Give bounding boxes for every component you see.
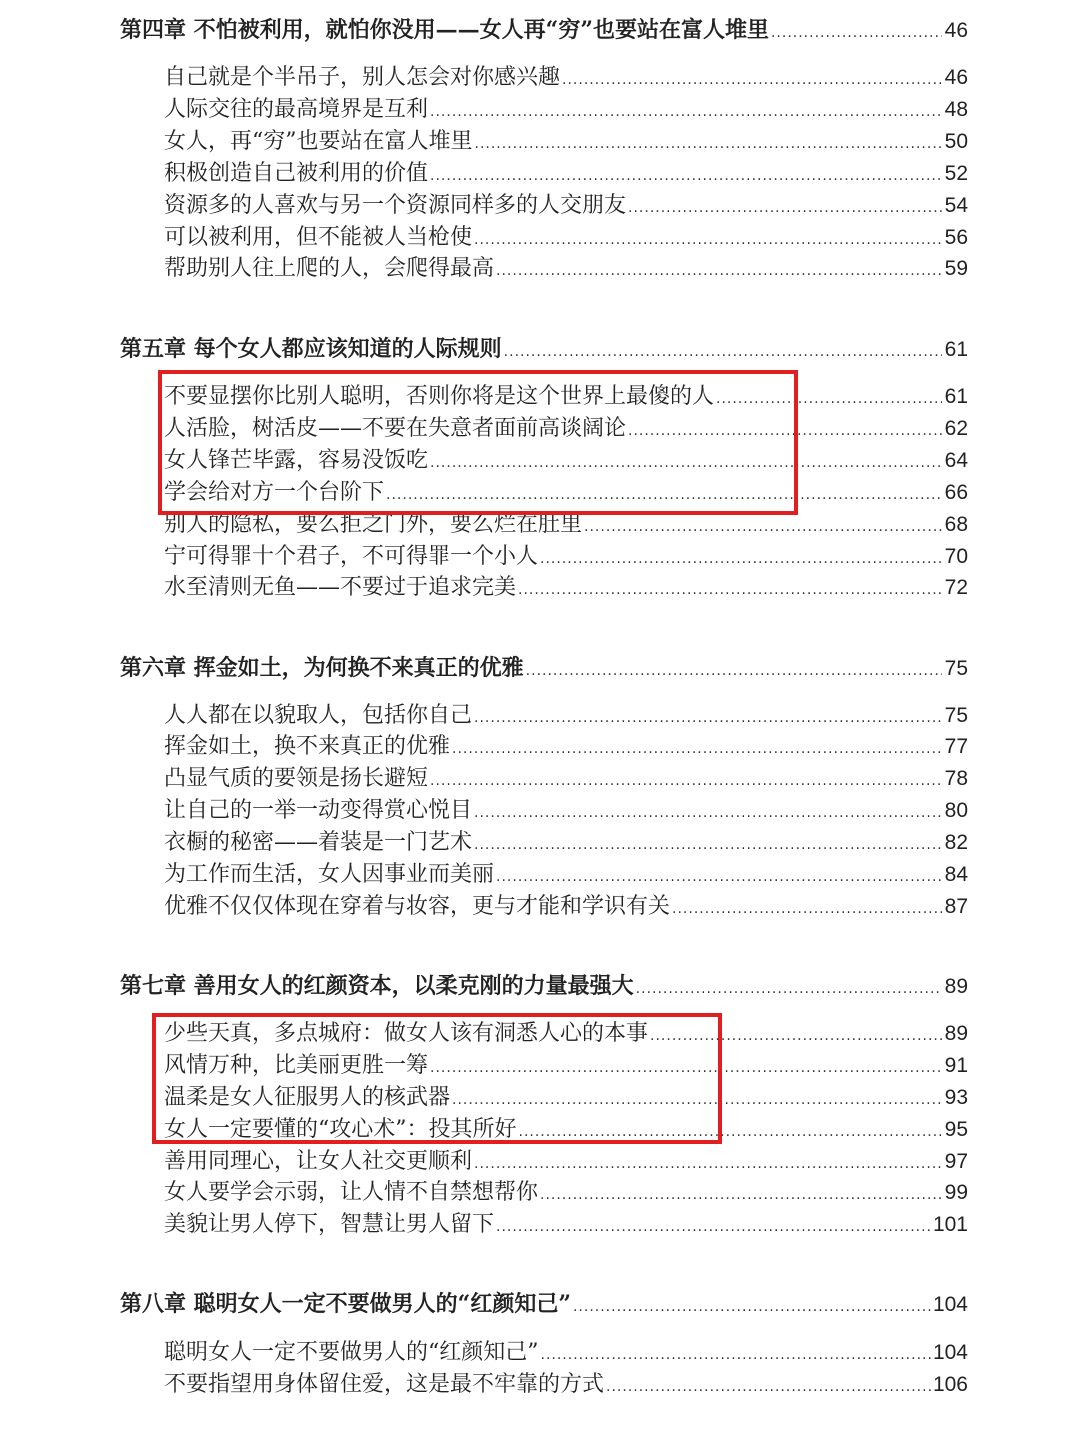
- chapter-heading-8: [120, 1288, 968, 1320]
- entry-title: 女人锋芒毕露，容易没饭吃: [164, 448, 429, 473]
- page-number: 95: [944, 1118, 968, 1141]
- page-number: 93: [944, 1086, 968, 1109]
- entry-title: 温柔是女人征服男人的核武器: [164, 1085, 451, 1110]
- entry-title: 少些天真，多点城府：做女人该有洞悉人心的本事: [164, 1021, 649, 1046]
- page-number: 61: [944, 385, 968, 408]
- toc-entry: [164, 126, 968, 158]
- entry-title: 帮助别人往上爬的人，会爬得最高: [164, 256, 495, 281]
- dot-leader: [474, 1148, 942, 1180]
- dot-leader: [430, 96, 942, 128]
- chapter-title: 第五章 每个女人都应该知道的人际规则: [120, 336, 502, 362]
- dot-leader: [475, 128, 943, 160]
- entry-title: 女人要学会示弱，让人情不自禁想帮你: [164, 1180, 539, 1205]
- entry-title: 挥金如土，换不来真正的优雅: [164, 734, 451, 759]
- toc-entry: [164, 253, 968, 285]
- chapter-title: 第八章 聪明女人一定不要做男人的“红颜知己”: [120, 1291, 571, 1317]
- toc-entry: [164, 222, 968, 254]
- page-number: 104: [932, 1341, 968, 1364]
- entry-title: 优雅不仅仅体现在穿着与妆容，更与才能和学识有关: [164, 894, 671, 919]
- toc-entry: [164, 700, 968, 732]
- entry-title: 自己就是个半吊子，别人怎会对你感兴趣: [164, 65, 561, 90]
- toc-entry: [164, 827, 968, 859]
- toc-entry: [164, 731, 968, 763]
- dot-leader: [573, 1291, 931, 1323]
- page-number: 52: [944, 162, 968, 185]
- page-number: 72: [944, 576, 968, 599]
- page-number: 84: [944, 863, 968, 886]
- entry-title: 衣橱的秘密——着装是一门艺术: [164, 830, 473, 855]
- chapter-title: 第四章 不怕被利用，就怕你没用——女人再“穷”也要站在富人堆里: [120, 17, 769, 43]
- toc-entry: [164, 572, 968, 604]
- page-number: 104: [932, 1293, 968, 1316]
- dot-leader: [474, 702, 942, 734]
- chapter-heading-7: [120, 970, 968, 1002]
- dot-leader: [541, 1339, 931, 1371]
- entry-title: 积极创造自己被利用的价值: [164, 161, 429, 186]
- toc-entry: [164, 763, 968, 795]
- page-number: 66: [944, 481, 968, 504]
- dot-leader: [496, 1211, 931, 1243]
- toc-entry: [164, 795, 968, 827]
- toc-entry: [164, 1209, 968, 1241]
- dot-leader: [518, 574, 942, 606]
- entry-title: 为工作而生活，女人因事业而美丽: [164, 862, 495, 887]
- chapter-title: 第七章 善用女人的红颜资本，以柔克刚的力量最强大: [120, 973, 634, 999]
- dot-leader: [771, 17, 942, 49]
- chapter-heading-6: [120, 652, 968, 684]
- entry-title: 美貌让男人停下，智慧让男人留下: [164, 1212, 495, 1237]
- dot-leader: [504, 336, 942, 368]
- dot-leader: [474, 224, 942, 256]
- page-number: 82: [944, 831, 968, 854]
- entry-title: 资源多的人喜欢与另一个资源同样多的人交朋友: [164, 193, 627, 218]
- entry-title: 宁可得罪十个君子，不可得罪一个小人: [164, 544, 539, 569]
- page-number: 97: [944, 1150, 968, 1173]
- toc-entry: [164, 190, 968, 222]
- toc-entry: [164, 859, 968, 891]
- dot-leader: [628, 192, 942, 224]
- page-number: 80: [944, 799, 968, 822]
- entry-title: 聪明女人一定不要做男人的“红颜知己”: [164, 1340, 539, 1365]
- page-number: 78: [944, 767, 968, 790]
- page-number: 56: [944, 226, 968, 249]
- toc-entry: [164, 1369, 968, 1401]
- toc-entry: [164, 1177, 968, 1209]
- toc-entry: [164, 94, 968, 126]
- page-number: 89: [944, 975, 968, 998]
- chapter-heading-5: [120, 333, 968, 365]
- entry-title: 不要指望用身体留住爱，这是最不牢靠的方式: [164, 1372, 605, 1397]
- page-number: 46: [944, 66, 968, 89]
- entry-title: 让自己的一举一动变得赏心悦目: [164, 798, 473, 823]
- dot-leader: [474, 797, 942, 829]
- toc-entry: [164, 541, 968, 573]
- dot-leader: [672, 893, 942, 925]
- entry-title: 女人一定要懂的“攻心术”：投其所好: [164, 1117, 517, 1142]
- page-number: 101: [932, 1213, 968, 1236]
- page-number: 70: [944, 545, 968, 568]
- highlight-box-chapter-5: [158, 370, 798, 515]
- toc-entry: [164, 891, 968, 923]
- page-number: 61: [944, 338, 968, 361]
- page-number: 62: [944, 417, 968, 440]
- entry-title: 别人的隐私，要么拒之门外，要么烂在肚里: [164, 512, 583, 537]
- page-number: 68: [944, 513, 968, 536]
- entry-title: 可以被利用，但不能被人当枪使: [164, 225, 473, 250]
- page-number: 48: [944, 98, 968, 121]
- entry-title: 人际交往的最高境界是互利: [164, 97, 429, 122]
- toc-entry: [164, 1146, 968, 1178]
- entry-title: 凸显气质的要领是扬长避短: [164, 766, 429, 791]
- page-number: 99: [944, 1181, 968, 1204]
- toc-entry: [164, 62, 968, 94]
- highlight-box-chapter-7: [152, 1013, 722, 1144]
- page-number: 64: [944, 449, 968, 472]
- dot-leader: [452, 733, 942, 765]
- page-number: 46: [944, 19, 968, 42]
- chapter-heading-4: [120, 14, 968, 46]
- dot-leader: [636, 973, 942, 1005]
- chapter-title: 第六章 挥金如土，为何换不来真正的优雅: [120, 655, 524, 681]
- dot-leader: [474, 829, 942, 861]
- entry-title: 不要显摆你比别人聪明，否则你将是这个世界上最傻的人: [164, 384, 715, 409]
- entry-title: 人活脸，树活皮——不要在失意者面前高谈阔论: [164, 416, 627, 441]
- dot-leader: [540, 543, 942, 575]
- page-number: 77: [944, 735, 968, 758]
- page-number: 54: [944, 194, 968, 217]
- page-number: 50: [944, 130, 968, 153]
- dot-leader: [562, 64, 942, 96]
- page-number: 75: [944, 704, 968, 727]
- dot-leader: [606, 1371, 931, 1403]
- entry-title: 水至清则无鱼——不要过于追求完美: [164, 575, 517, 600]
- entry-title: 学会给对方一个台阶下: [164, 480, 385, 505]
- dot-leader: [430, 765, 942, 797]
- dot-leader: [496, 861, 942, 893]
- entry-title: 善用同理心，让女人社交更顺利: [164, 1149, 473, 1174]
- entry-title: 人人都在以貌取人，包括你自己: [164, 703, 473, 728]
- dot-leader: [430, 160, 942, 192]
- page-number: 59: [944, 257, 968, 280]
- page-number: 106: [932, 1373, 968, 1396]
- page-number: 75: [944, 657, 968, 680]
- dot-leader: [526, 655, 942, 687]
- entry-title: 风情万种，比美丽更胜一筹: [164, 1053, 429, 1078]
- page-number: 89: [944, 1022, 968, 1045]
- toc-entry: [164, 1337, 968, 1369]
- dot-leader: [584, 511, 942, 543]
- page-number: 91: [944, 1054, 968, 1077]
- entry-title: 女人，再“穷”也要站在富人堆里: [164, 129, 473, 154]
- dot-leader: [540, 1179, 942, 1211]
- page-number: 87: [944, 895, 968, 918]
- toc-entry: [164, 158, 968, 190]
- dot-leader: [496, 255, 942, 287]
